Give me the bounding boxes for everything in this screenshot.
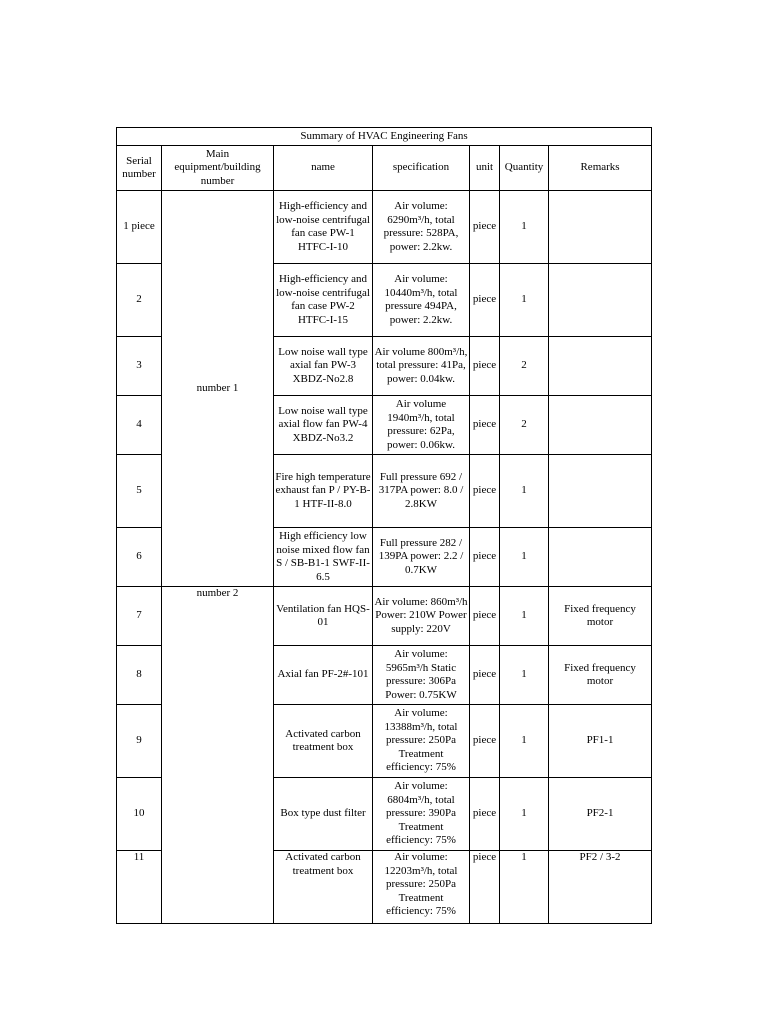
cell-remarks (549, 455, 652, 528)
cell-name: Ventilation fan HQS-01 (274, 587, 373, 646)
cell-serial: 6 (117, 528, 162, 587)
cell-name: Low noise wall type axial flow fan PW-4 XBDZ-No3.2 (274, 396, 373, 455)
header-row (117, 146, 652, 191)
cell-specification: Air volume: 13388m³/h, total pressure: 250Pa Treatment efficiency: 75% (373, 705, 470, 778)
cell-remarks: PF1-1 (549, 705, 652, 778)
cell-remarks: PF2-1 (549, 778, 652, 851)
cell-name: Low noise wall type axial fan PW-3 XBDZ-No2.8 (274, 337, 373, 396)
cell-unit: piece (470, 851, 500, 924)
cell-quantity: 1 (500, 528, 549, 587)
cell-quantity: 1 (500, 646, 549, 705)
cell-unit: piece (470, 337, 500, 396)
cell-remarks: Fixed frequency motor (549, 587, 652, 646)
cell-name: Axial fan PF-2#-101 (274, 646, 373, 705)
cell-specification: Air volume: 10440m³/h, total pressure 494PA, power: 2.2kw. (373, 264, 470, 337)
cell-name: Box type dust filter (274, 778, 373, 851)
cell-remarks (549, 528, 652, 587)
cell-name: High-efficiency and low-noise centrifugal fan case PW-1 HTFC-I-10 (274, 191, 373, 264)
cell-specification: Air volume: 12203m³/h, total pressure: 250Pa Treatment efficiency: 75% (373, 851, 470, 924)
cell-remarks (549, 191, 652, 264)
cell-remarks: PF2 / 3-2 (549, 851, 652, 924)
table-title: Summary of HVAC Engineering Fans (117, 128, 652, 146)
cell-serial: 3 (117, 337, 162, 396)
cell-name: Activated carbon treatment box (274, 705, 373, 778)
cell-quantity: 1 (500, 705, 549, 778)
cell-serial: 9 (117, 705, 162, 778)
hvac-fans-table (116, 127, 652, 924)
header-specification: specification (373, 146, 470, 191)
cell-specification: Air volume: 5965m³/h Static pressure: 306Pa Power: 0.75KW (373, 646, 470, 705)
cell-name: Activated carbon treatment box (274, 851, 373, 924)
cell-specification: Air volume 1940m³/h, total pressure: 62Pa, power: 0.06kw. (373, 396, 470, 455)
cell-unit: piece (470, 587, 500, 646)
cell-specification: Air volume: 860m³/h Power: 210W Power supply: 220V (373, 587, 470, 646)
cell-quantity: 1 (500, 455, 549, 528)
cell-serial: 5 (117, 455, 162, 528)
cell-serial: 2 (117, 264, 162, 337)
cell-quantity: 2 (500, 396, 549, 455)
cell-unit: piece (470, 455, 500, 528)
cell-quantity: 1 (500, 264, 549, 337)
cell-serial: 7 (117, 587, 162, 646)
header-serial-number: Serial number (117, 146, 162, 191)
cell-specification: Air volume: 6290m³/h, total pressure: 528PA, power: 2.2kw. (373, 191, 470, 264)
cell-specification: Air volume: 6804m³/h, total pressure: 390Pa Treatment efficiency: 75% (373, 778, 470, 851)
cell-unit: piece (470, 191, 500, 264)
cell-name: Fire high temperature exhaust fan P / PY-B-1 HTF-II-8.0 (274, 455, 373, 528)
table-row (117, 587, 652, 646)
title-row (117, 128, 652, 146)
cell-quantity: 1 (500, 851, 549, 924)
cell-quantity: 2 (500, 337, 549, 396)
cell-serial: 4 (117, 396, 162, 455)
cell-group-number-1: number 1 (162, 191, 274, 587)
header-main-equipment: Main equipment/building number (162, 146, 274, 191)
cell-unit: piece (470, 705, 500, 778)
header-quantity: Quantity (500, 146, 549, 191)
cell-remarks (549, 337, 652, 396)
cell-specification: Air volume 800m³/h, total pressure: 41Pa, power: 0.04kw. (373, 337, 470, 396)
cell-unit: piece (470, 396, 500, 455)
cell-remarks: Fixed frequency motor (549, 646, 652, 705)
cell-serial: 11 (117, 851, 162, 924)
cell-name: High efficiency low noise mixed flow fan S / SB-B1-1 SWF-II-6.5 (274, 528, 373, 587)
cell-unit: piece (470, 264, 500, 337)
cell-unit: piece (470, 646, 500, 705)
cell-serial: 1 piece (117, 191, 162, 264)
cell-remarks (549, 264, 652, 337)
cell-unit: piece (470, 778, 500, 851)
header-unit: unit (470, 146, 500, 191)
cell-serial: 8 (117, 646, 162, 705)
cell-quantity: 1 (500, 778, 549, 851)
cell-group-number-2: number 2 (162, 587, 274, 924)
cell-serial: 10 (117, 778, 162, 851)
cell-quantity: 1 (500, 587, 549, 646)
cell-specification: Full pressure 692 / 317PA power: 8.0 / 2.8KW (373, 455, 470, 528)
cell-name: High-efficiency and low-noise centrifugal fan case PW-2 HTFC-I-15 (274, 264, 373, 337)
table-row (117, 191, 652, 264)
header-remarks: Remarks (549, 146, 652, 191)
cell-remarks (549, 396, 652, 455)
cell-unit: piece (470, 528, 500, 587)
cell-quantity: 1 (500, 191, 549, 264)
header-name: name (274, 146, 373, 191)
cell-specification: Full pressure 282 / 139PA power: 2.2 / 0.7KW (373, 528, 470, 587)
